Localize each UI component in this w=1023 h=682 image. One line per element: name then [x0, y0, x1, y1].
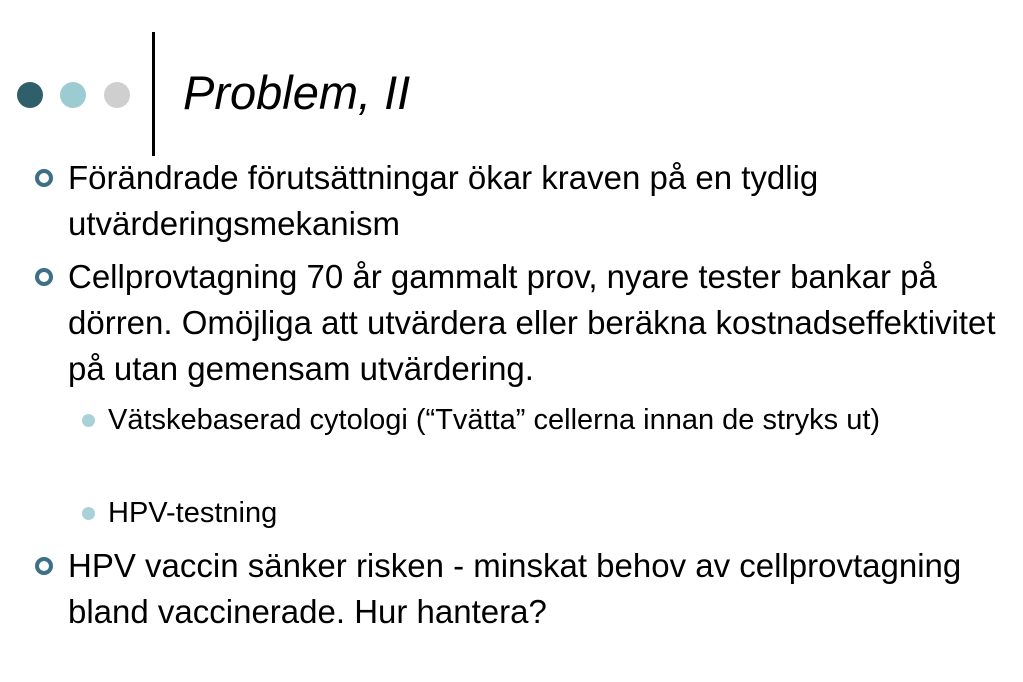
ring-bullet-icon: [35, 268, 53, 286]
dot-bullet-icon: [82, 414, 95, 427]
ring-bullet-icon: [35, 169, 53, 187]
ring-bullet-icon: [35, 557, 53, 575]
bullet-item: [68, 543, 1018, 635]
bullet-text: Förändrade förutsättningar ökar kraven på en tydlig utvärderingsmekanism: [68, 159, 819, 242]
bullet-text: Cellprovtagning 70 år gammalt prov, nyare tester bankar på dörren. Omöjliga att utvärdera eller beräkna kostnadseffektivitet på utan gemensam utvärdering.: [68, 258, 996, 387]
slide-title: Problem, II: [183, 66, 411, 119]
bullet-text: HPV vaccin sänker risken - minskat behov av cellprovtagning bland vaccinerade. Hur hantera?: [68, 547, 962, 630]
sub-bullet-item: [108, 400, 1013, 441]
sub-bullet-text: HPV-testning: [108, 497, 278, 529]
sub-bullet-item: [108, 493, 1013, 534]
bullet-item: [68, 155, 1018, 247]
bullet-item: [68, 254, 1018, 392]
sub-bullet-text: Vätskebaserad cytologi (“Tvätta” cellerna innan de stryks ut): [108, 404, 881, 436]
dot-bullet-icon: [82, 507, 95, 520]
